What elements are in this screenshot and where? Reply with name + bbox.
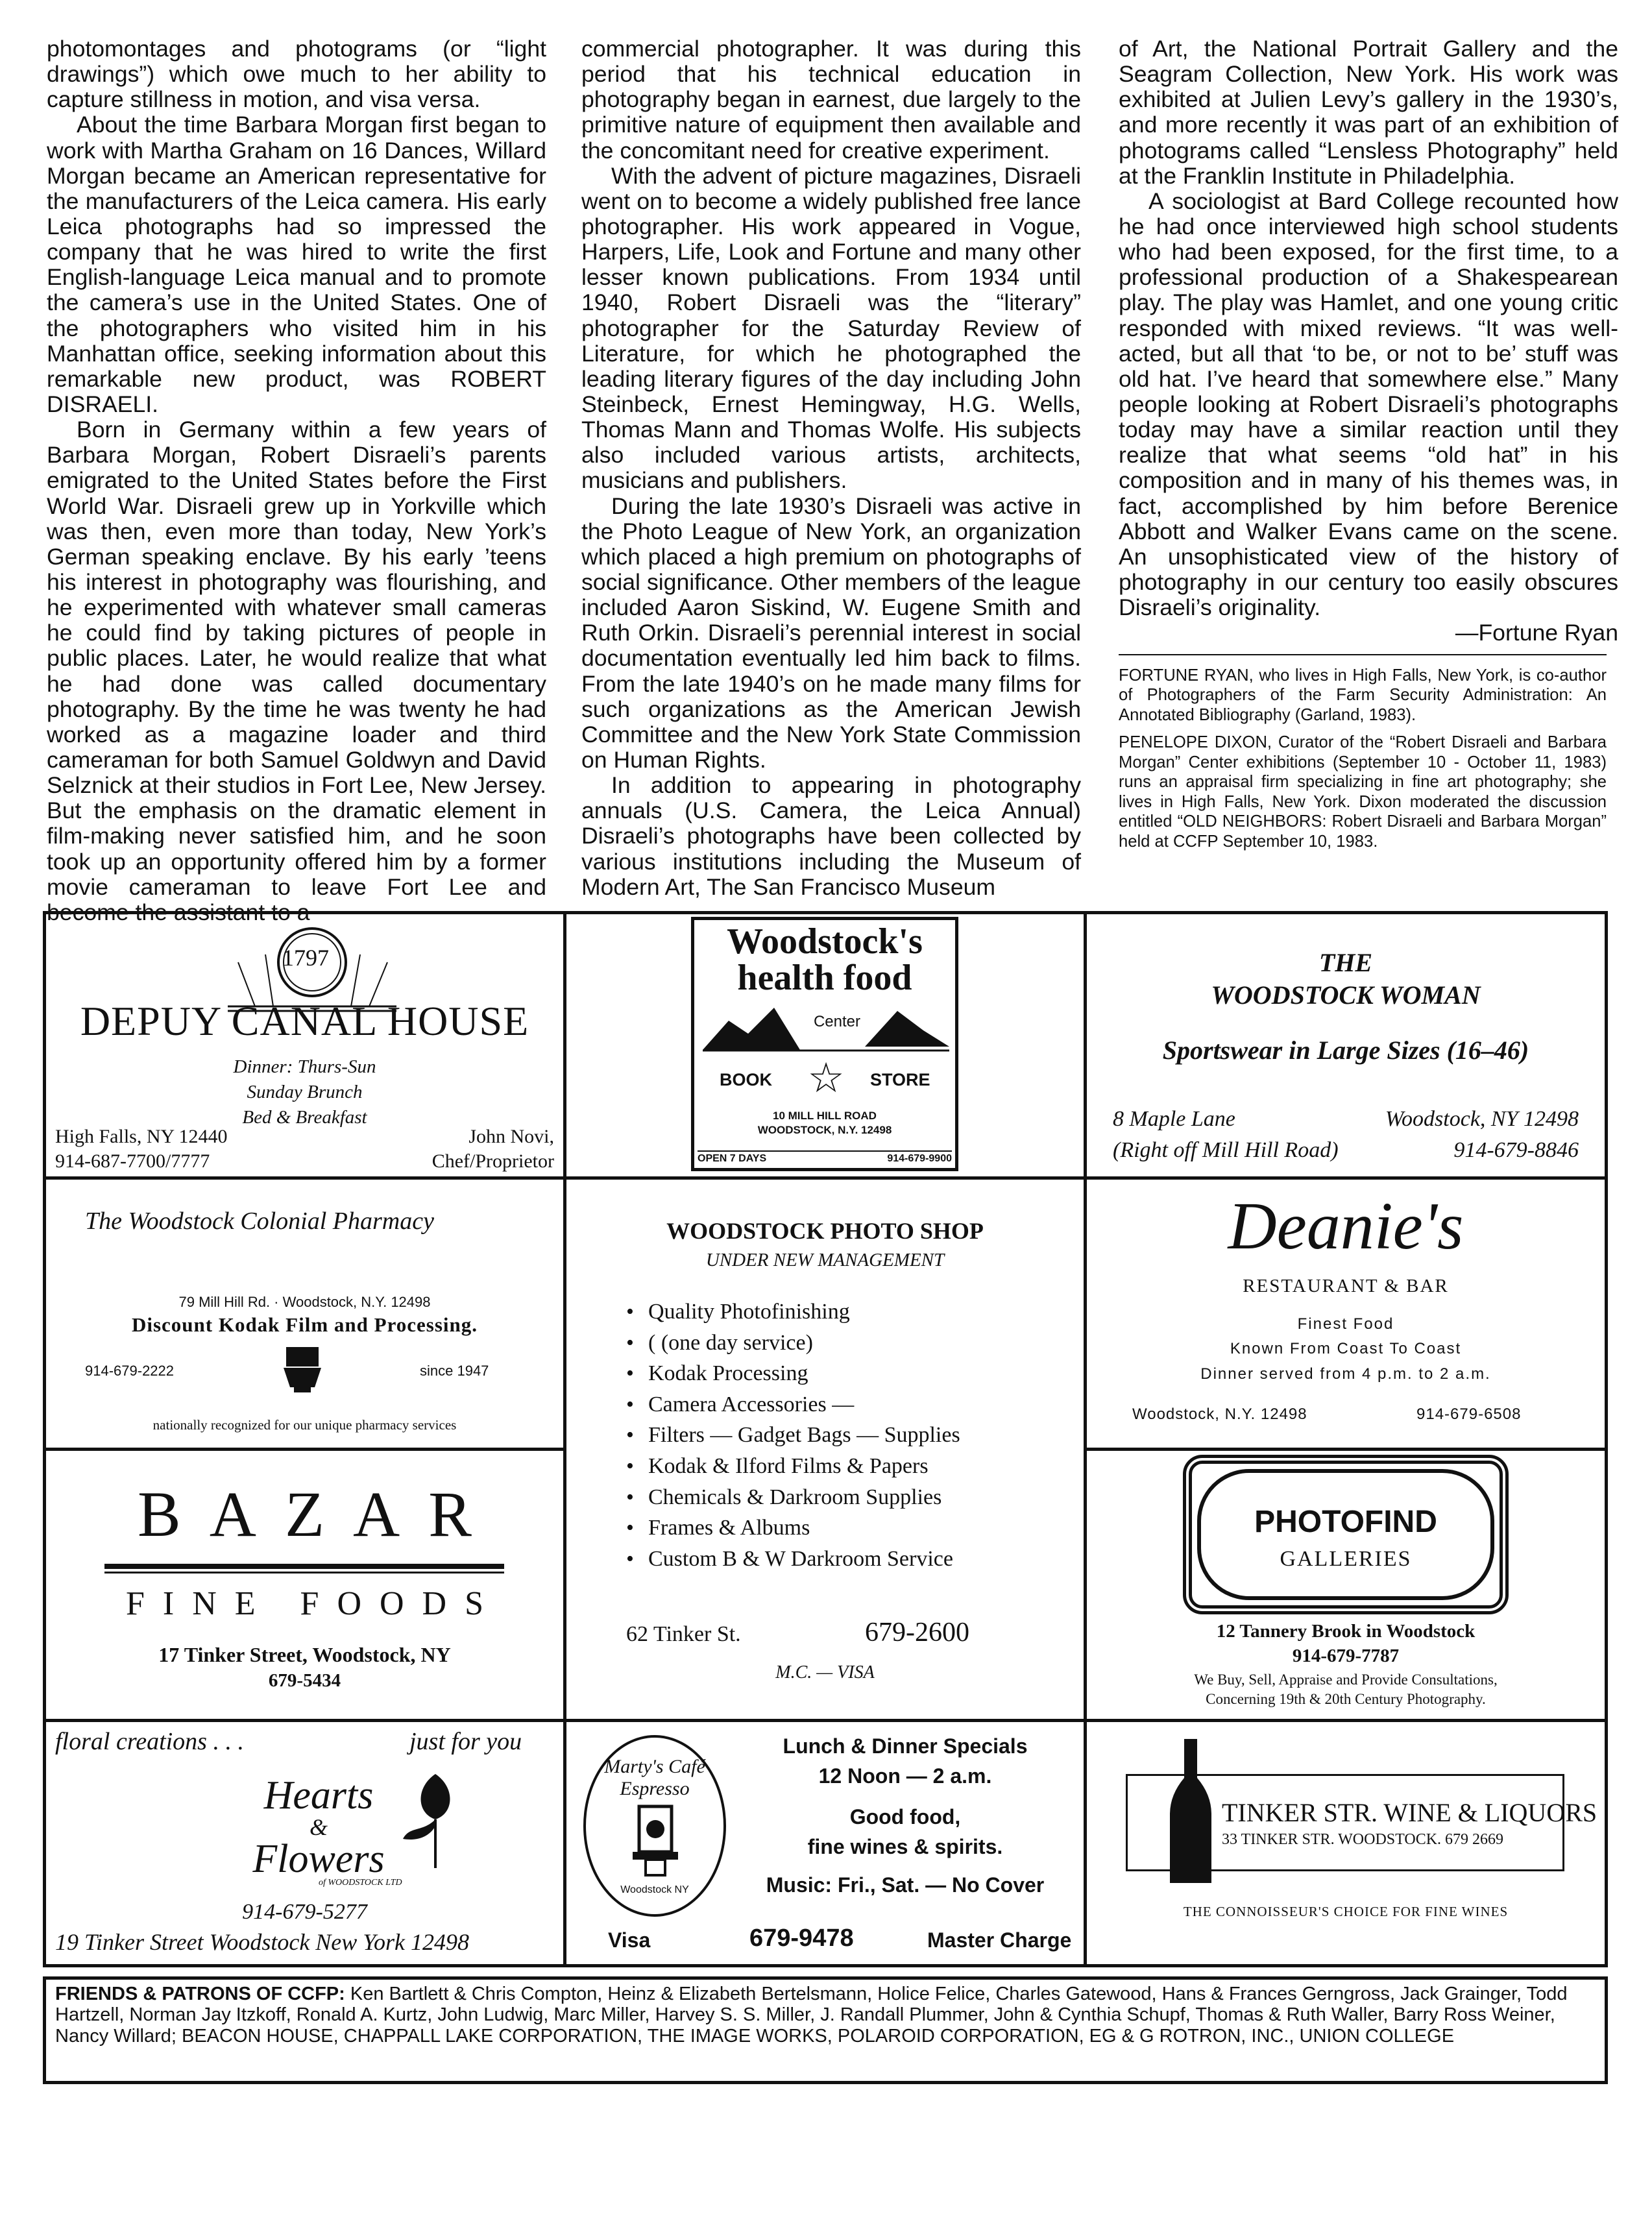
address-line: 79 Mill Hill Rd. · Woodstock, N.Y. 12498 bbox=[178, 1294, 431, 1310]
divider bbox=[104, 1572, 504, 1573]
town-line: Woodstock, N.Y. 12498 bbox=[1132, 1405, 1307, 1423]
ad-colonial-pharmacy bbox=[46, 1180, 563, 1448]
owner-role: Chef/Proprietor bbox=[431, 1150, 554, 1172]
address-line: 62 Tinker St. bbox=[626, 1622, 741, 1646]
phone-number: 914-679-7787 bbox=[1292, 1646, 1400, 1666]
ad-tagline: floral creations . . . bbox=[55, 1728, 244, 1755]
ad-address bbox=[1113, 1104, 1339, 1165]
store-label: STORE bbox=[870, 1070, 930, 1089]
ad-title bbox=[176, 1775, 461, 1879]
phone-number: 679-9478 bbox=[749, 1925, 854, 1952]
ad-health-food bbox=[566, 914, 1084, 1176]
contributor-notes bbox=[1119, 666, 1607, 859]
detail-line: Lunch & Dinner Specials bbox=[783, 1734, 1028, 1758]
ad-details bbox=[1087, 1670, 1605, 1709]
ad-title bbox=[1087, 947, 1605, 1012]
ad-title bbox=[691, 923, 958, 996]
star-icon: ☆ bbox=[807, 1054, 845, 1101]
list-item: • Filters — Gadget Bags — Supplies bbox=[626, 1420, 1067, 1451]
ad-title: TINKER STR. WINE & LIQUORS bbox=[1222, 1798, 1597, 1827]
payment-master-charge: Master Charge bbox=[927, 1928, 1072, 1952]
contributor-note: PENELOPE DIXON, Curator of the “Robert Disraeli and Barbara Morgan” Center exhibitions (September 10 - October 11, 1983) runs an appraisal firm specializing in fine art photography; she lives in High Falls, New York. Dixon moderated the discussion entitled “OLD NEIGHBORS: Robert Disraeli and Barbara Morgan” held at CCFP September 10, 1983. bbox=[1119, 733, 1607, 851]
address-line: 8 Maple Lane bbox=[1113, 1107, 1235, 1131]
detail-line: fine wines & spirits. bbox=[807, 1835, 1003, 1859]
ad-woodstock-woman bbox=[1087, 914, 1605, 1176]
ad-deanies bbox=[1087, 1180, 1605, 1448]
paragraph: commercial photographer. It was during this period that his technical education in photography began in earnest, due largely to the primitive nature of equipment then available and the concomitant need for creative experiment. bbox=[581, 36, 1081, 164]
list-item: • Kodak & Ilford Films & Papers bbox=[626, 1451, 1067, 1482]
address-line: 33 TINKER STR. WOODSTOCK. 679 2669 bbox=[1222, 1831, 1504, 1848]
detail-line: Bed & Breakfast bbox=[242, 1107, 367, 1128]
ad-subtitle: RESTAURANT & BAR bbox=[1243, 1276, 1449, 1296]
ad-title: DEPUY CANAL HOUSE bbox=[80, 998, 529, 1044]
ad-photo-shop bbox=[566, 1177, 1084, 1719]
title-line: Flowers bbox=[252, 1837, 385, 1881]
detail-line: Sunday Brunch bbox=[247, 1082, 363, 1103]
phone-number: 679-5434 bbox=[268, 1670, 341, 1691]
ad-photofind bbox=[1087, 1451, 1605, 1719]
list-item: • Frames & Albums bbox=[626, 1512, 1067, 1544]
phone-number: 914-679-6508 bbox=[1416, 1405, 1522, 1423]
address-line: 10 MILL HILL ROAD bbox=[773, 1110, 877, 1122]
detail-line: Good food, bbox=[849, 1804, 961, 1828]
ad-hearts-flowers bbox=[46, 1722, 563, 1964]
title-line: health food bbox=[737, 958, 912, 998]
hours-label: OPEN 7 DAYS bbox=[698, 1153, 767, 1164]
ad-address bbox=[691, 1109, 958, 1137]
ad-depuy-canal-house bbox=[46, 914, 563, 1176]
paragraph: About the time Barbara Morgan first began to work with Martha Graham on 16 Dances, Willard Morgan became an American representative for the manufacturers of the Leica camera. His early Leica photographs had so impressed the company that he was hired to write the first English-language Leica manual and to promote the camera’s use in the United States. One of the photographers who visited him in his Manhattan office, seeking information about this remarkable new product, was ROBERT DISRAELI. bbox=[47, 112, 546, 417]
book-label: BOOK bbox=[720, 1070, 772, 1089]
detail-line: Music: Fri., Sat. — No Cover bbox=[766, 1873, 1045, 1897]
ad-owner bbox=[432, 1124, 554, 1173]
ad-title: PHOTOFIND bbox=[1254, 1505, 1437, 1539]
hours-row bbox=[698, 1150, 952, 1165]
divider bbox=[1119, 654, 1607, 655]
directions-line: (Right off Mill Hill Road) bbox=[1113, 1137, 1339, 1162]
phone-number: 914-679-8846 bbox=[1453, 1137, 1579, 1162]
address-line: WOODSTOCK, N.Y. 12498 bbox=[757, 1124, 892, 1137]
title-line: WOODSTOCK WOMAN bbox=[1211, 980, 1481, 1010]
detail-line: Known From Coast To Coast bbox=[1230, 1340, 1462, 1358]
phone-number: 914-679-2222 bbox=[85, 1363, 175, 1379]
paragraph: A sociologist at Bard College recounted how he had once interviewed high school students who had been exposed, for the first time, to a professional production of a Shakespearean play. The play was Hamlet, and one young critic responded with mixed reviews. “It was well-acted, but all that ‘to be, or not to be’ stuff was old hat. I’ve heard that somewhere else.” Many people looking at Robert Disraeli’s photographs today may have a similar reaction until they realize that what seems “old hat” in his composition and in many of his themes was, in fact, accomplished by him before Berenice Abbott and Walker Evans came on the scene. An unsophisticated view of the history of photography in our century too easily obscures Disraeli’s originality. bbox=[1119, 188, 1618, 621]
detail-line: Dinner: Thurs-Sun bbox=[233, 1056, 376, 1077]
address-line: High Falls, NY 12440 bbox=[55, 1126, 228, 1147]
phone-number: 914-687-7700/7777 bbox=[55, 1150, 210, 1172]
divider bbox=[104, 1564, 504, 1569]
ad-subtitle: GALLERIES bbox=[1280, 1547, 1412, 1571]
list-item: • Kodak Processing bbox=[626, 1358, 1067, 1389]
detail-line: 12 Noon — 2 a.m. bbox=[818, 1764, 992, 1788]
paragraph: During the late 1930’s Disraeli was active in the Photo League of New York, an organization which placed a high premium on photographs of social significance. Other members of the league included Aaron Siskind, W. Eugene Smith and Ruth Orkin. Disraeli’s perennial interest in social documentation eventually led him back to films. From the late 1940’s on he made many films for such organizations as the American Jewish Committee and the New York State Commission on Human Rights. bbox=[581, 492, 1081, 773]
paragraph: In addition to appearing in photography annuals (U.S. Camera, the Leica Annual) Disraeli’s photographs have been collected by various institutions including the Museum of Modern Art, The San Francisco Museum bbox=[581, 772, 1081, 900]
ad-address bbox=[55, 1124, 228, 1173]
payment-methods: M.C. — VISA bbox=[775, 1662, 875, 1682]
patrons-box bbox=[43, 1976, 1608, 2084]
ad-subtitle: UNDER NEW MANAGEMENT bbox=[705, 1250, 945, 1270]
article-column-3 bbox=[1119, 36, 1618, 646]
paragraph: photomontages and photograms (or “light drawings”) which owe much to her ability to capture stillness in motion, and visa versa. bbox=[47, 36, 546, 113]
ad-tagline: just for you bbox=[409, 1728, 522, 1755]
detail-line: Finest Food bbox=[1297, 1315, 1394, 1333]
ampersand: & bbox=[309, 1814, 328, 1840]
logo-text: Marty's Café Espresso bbox=[604, 1756, 705, 1799]
year-label: 1797 bbox=[282, 945, 329, 971]
address-line: 19 Tinker Street Woodstock New York 12498 bbox=[55, 1929, 469, 1955]
title-line: Hearts bbox=[263, 1773, 374, 1817]
owner-name: John Novi, bbox=[468, 1126, 554, 1147]
patrons-title: FRIENDS & PATRONS OF CCFP: bbox=[55, 1984, 345, 2004]
phone-number: 914-679-9900 bbox=[887, 1153, 952, 1164]
ad-details bbox=[1087, 1312, 1605, 1387]
logo-text: Woodstock NY bbox=[620, 1884, 689, 1895]
service-list bbox=[626, 1296, 1067, 1574]
ad-small-print: of WOODSTOCK LTD bbox=[319, 1878, 402, 1888]
ad-contact bbox=[1385, 1104, 1579, 1165]
mortar-pestle-icon bbox=[280, 1342, 325, 1394]
advertisement-grid bbox=[43, 911, 1608, 1967]
center-label: Center bbox=[801, 1013, 873, 1031]
paragraph: With the advent of picture magazines, Disraeli went on to become a widely published free lance photographer. His work appeared in Vogue, Harpers, Life, Look and Fortune and many other lesser known publications. From 1934 until 1940, Robert Disraeli was the “literary” photographer for the Saturday Review of Literature, for which he photographed the leading literary figures of the day including John Steinbeck, Ernest Hemingway, H.G. Wells, Thomas Mann and Thomas Wolfe. His subjects also included various artists, architects, musicians and publishers. bbox=[581, 162, 1081, 494]
ad-title: Deanie's bbox=[1228, 1189, 1464, 1263]
detail-line: Concerning 19th & 20th Century Photography. bbox=[1206, 1690, 1486, 1707]
ad-tagline: THE CONNOISSEUR'S CHOICE FOR FINE WINES bbox=[1183, 1904, 1509, 1919]
ad-title: WOODSTOCK PHOTO SHOP bbox=[666, 1218, 984, 1244]
ad-tinker-wine bbox=[1087, 1722, 1605, 1964]
payment-visa: Visa bbox=[608, 1928, 651, 1952]
ad-bazar bbox=[46, 1451, 563, 1719]
article-column-1 bbox=[47, 36, 546, 925]
address-line: 17 Tinker Street, Woodstock, NY bbox=[158, 1643, 451, 1666]
ad-footer: nationally recognized for our unique pharmacy services bbox=[152, 1417, 457, 1433]
ad-tagline: Discount Kodak Film and Processing. bbox=[131, 1313, 478, 1336]
paragraph: Born in Germany within a few years of Barbara Morgan, Robert Disraeli’s parents emigrated to the United States before the First World War. Disraeli grew up in Yorkville which was then, even more than today, New York’s German speaking enclave. By his early ’teens his interest in photography was flourishing, and he experimented with whatever small cameras he could find by taking pictures of people in public places. Later, he would realize that what he had done was called documentary photography. By the time he was twenty he had worked as a magazine loader and third cameraman for both Samuel Goldwyn and David Selznick at their studios in Fort Lee, New Jersey. But the emphasis on the dramatic element in film-making never satisfied him, and he soon took up an opportunity offered him by a former movie cameraman to leave Fort Lee and become the assistant to a bbox=[47, 417, 546, 925]
list-item: • Chemicals & Darkroom Supplies bbox=[626, 1482, 1067, 1513]
ad-subtitle: FINE FOODS bbox=[125, 1585, 502, 1622]
detail-line: Dinner served from 4 p.m. to 2 a.m. bbox=[1200, 1365, 1491, 1383]
ad-tagline: Sportswear in Large Sizes (16–46) bbox=[1162, 1036, 1529, 1065]
phone-number: 914-679-5277 bbox=[242, 1900, 367, 1924]
ad-title: The Woodstock Colonial Pharmacy bbox=[85, 1208, 434, 1235]
list-item: • Custom B & W Darkroom Service bbox=[626, 1544, 1067, 1575]
list-item: • ( (one day service) bbox=[626, 1328, 1067, 1359]
article-column-2 bbox=[581, 36, 1081, 900]
title-line: THE bbox=[1318, 948, 1373, 977]
ad-title: BAZAR bbox=[138, 1478, 500, 1550]
wine-bottle-icon bbox=[1165, 1736, 1217, 1886]
ad-martys-cafe bbox=[566, 1722, 1084, 1964]
list-item: • Quality Photofinishing bbox=[626, 1296, 1067, 1328]
patrons-list: Ken Bartlett & Chris Compton, Heinz & Elizabeth Bertelsmann, Holice Felice, Charles Gatewood, Hans & Frances Gerngross, Jack Grainger, Todd Hartzell, Norman Jay Itzkoff, Ronald A. Kurtz, John Ludwig, Marc Miller, Harvey S. S. Miller, J. Randall Plummer, John & Cynthia Schupf, Thomas & Ruth Waller, Barry Ross Weiner, Nancy Willard; BEACON HOUSE, CHAPPALL LAKE CORPORATION, THE IMAGE WORKS, POLAROID CORPORATION, EG & G ROTRON, INC., UNION COLLEGE bbox=[55, 1984, 1568, 2047]
detail-line: We Buy, Sell, Appraise and Provide Consultations, bbox=[1194, 1671, 1498, 1688]
paragraph: of Art, the National Portrait Gallery and the Seagram Collection, New York. His work was exhibited at Julien Levy’s gallery in the 1930’s, and more recently it was part of an exhibition of photograms called “Lensless Photography” held at the Franklin Institute in Philadelphia. bbox=[1119, 36, 1618, 189]
contributor-note: FORTUNE RYAN, who lives in High Falls, New York, is co-author of Photographers of the Farm Security Administration: An Annotated Bibliography (Garland, 1983). bbox=[1119, 666, 1607, 724]
espresso-machine-icon bbox=[626, 1800, 685, 1878]
list-item: • Camera Accessories — bbox=[626, 1389, 1067, 1420]
ad-details bbox=[46, 1054, 563, 1130]
phone-number: 679-2600 bbox=[865, 1618, 969, 1647]
author-signature: —Fortune Ryan bbox=[1455, 620, 1618, 646]
ad-details bbox=[736, 1731, 1074, 1900]
town-line: Woodstock, NY 12498 bbox=[1385, 1107, 1579, 1131]
address-line: 12 Tannery Brook in Woodstock bbox=[1216, 1621, 1476, 1642]
since-label: since 1947 bbox=[420, 1363, 489, 1379]
title-line: Woodstock's bbox=[727, 921, 923, 962]
